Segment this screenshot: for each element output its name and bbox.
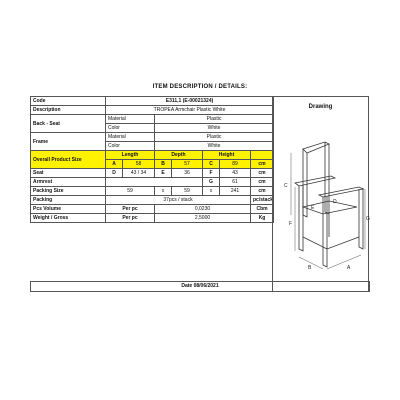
depth-letter: B	[155, 160, 172, 169]
depth-header: Depth	[155, 151, 203, 160]
armchair-drawing	[273, 97, 370, 293]
armrest-right	[319, 187, 363, 197]
code-label: Code	[31, 97, 106, 106]
packing-value: 37pcs / stack	[106, 196, 251, 205]
description-row	[31, 106, 274, 115]
overall-unit: cm	[251, 160, 274, 169]
frame-material-value: Plastic	[155, 133, 274, 142]
dim-label-e: E	[311, 205, 315, 211]
seat-f-letter: F	[203, 169, 220, 178]
frame-material-row	[31, 133, 274, 142]
volume-unit: Cbm	[251, 205, 274, 214]
dim-label-d: D	[333, 199, 337, 205]
armrest-g-letter: G	[203, 178, 220, 187]
back-seat-material-label: Material	[106, 115, 155, 124]
back-seat-label: Back - Seat	[31, 115, 106, 133]
code-value: E311,1 (E-00021324)	[106, 97, 274, 106]
volume-value: 0,0230	[155, 205, 251, 214]
seat-d-value: 43 / 34	[123, 169, 155, 178]
drawing-title: Drawing	[308, 104, 333, 110]
description-label: Description	[31, 106, 106, 115]
packing-size-row	[31, 187, 274, 196]
weight-label: Weight / Gross	[31, 214, 106, 223]
dim-a-line	[327, 255, 361, 269]
armrest-row	[31, 178, 274, 187]
overall-header-row	[31, 151, 274, 160]
frame-color-value: White	[155, 142, 274, 151]
code-row	[31, 97, 274, 106]
packing-unit: pc/stack	[251, 196, 274, 205]
dim-label-g: G	[366, 216, 370, 222]
seat-e-letter: E	[155, 169, 172, 178]
height-value: 89	[220, 160, 251, 169]
depth-value: 57	[172, 160, 203, 169]
length-letter: A	[106, 160, 123, 169]
back-seat-material-value: Plastic	[155, 115, 274, 124]
spec-table	[30, 96, 274, 223]
weight-unit: Kg	[251, 214, 274, 223]
length-value: 58	[123, 160, 155, 169]
height-letter: C	[203, 160, 220, 169]
document-title: ITEM DESCRIPTION / DETAILS:	[152, 84, 248, 90]
dim-label-a: A	[347, 265, 351, 271]
seat-row	[31, 169, 274, 178]
seat-unit: cm	[251, 169, 274, 178]
volume-per: Per pc	[106, 205, 155, 214]
volume-label: Pcs Volume	[31, 205, 106, 214]
volume-row	[31, 205, 274, 214]
date-text: Date 08/06/2021	[181, 283, 219, 289]
leg-stretcher	[303, 237, 359, 249]
armrest-g-value: 61	[220, 178, 251, 187]
overall-header-blank	[251, 151, 274, 160]
back-seat-color-label: Color	[106, 124, 155, 133]
weight-per: Per pc	[106, 214, 155, 223]
seat-f-value: 43	[220, 169, 251, 178]
back-seat-color-value: White	[155, 124, 274, 133]
dim-label-b: B	[308, 265, 312, 271]
height-header: Height	[203, 151, 251, 160]
packing-size-v1: 59	[106, 187, 155, 196]
back-seat-material-row	[31, 115, 274, 124]
drawing-panel	[272, 96, 369, 292]
frame-material-label: Material	[106, 133, 155, 142]
packing-row	[31, 196, 274, 205]
frame-label: Frame	[31, 133, 106, 151]
armrest-blank	[106, 178, 203, 187]
seat-label: Seat	[31, 169, 106, 178]
seat-e-value: 36	[172, 169, 203, 178]
armrest-label: Armrest	[31, 178, 106, 187]
leg-front-left	[299, 185, 303, 251]
dim-label-f: F	[289, 221, 293, 227]
frame-color-label: Color	[106, 142, 155, 151]
packing-size-x2: x	[203, 187, 220, 196]
leg-back-right	[359, 188, 363, 249]
armrest-unit: cm	[251, 178, 274, 187]
seat-d-letter: D	[106, 169, 123, 178]
packing-size-v3: 241	[220, 187, 251, 196]
dim-label-c: C	[284, 183, 288, 189]
description-value: TROPEA Armchair Plastic White	[106, 106, 274, 115]
overall-size-label: Overall Product Size	[31, 151, 106, 169]
weight-row	[31, 214, 274, 223]
packing-size-label: Packing Size	[31, 187, 106, 196]
packing-size-x1: x	[155, 187, 172, 196]
packing-size-unit: cm	[251, 187, 274, 196]
weight-value: 2,5000	[155, 214, 251, 223]
length-header: Length	[106, 151, 155, 160]
packing-label: Packing	[31, 196, 106, 205]
packing-size-v2: 59	[172, 187, 203, 196]
